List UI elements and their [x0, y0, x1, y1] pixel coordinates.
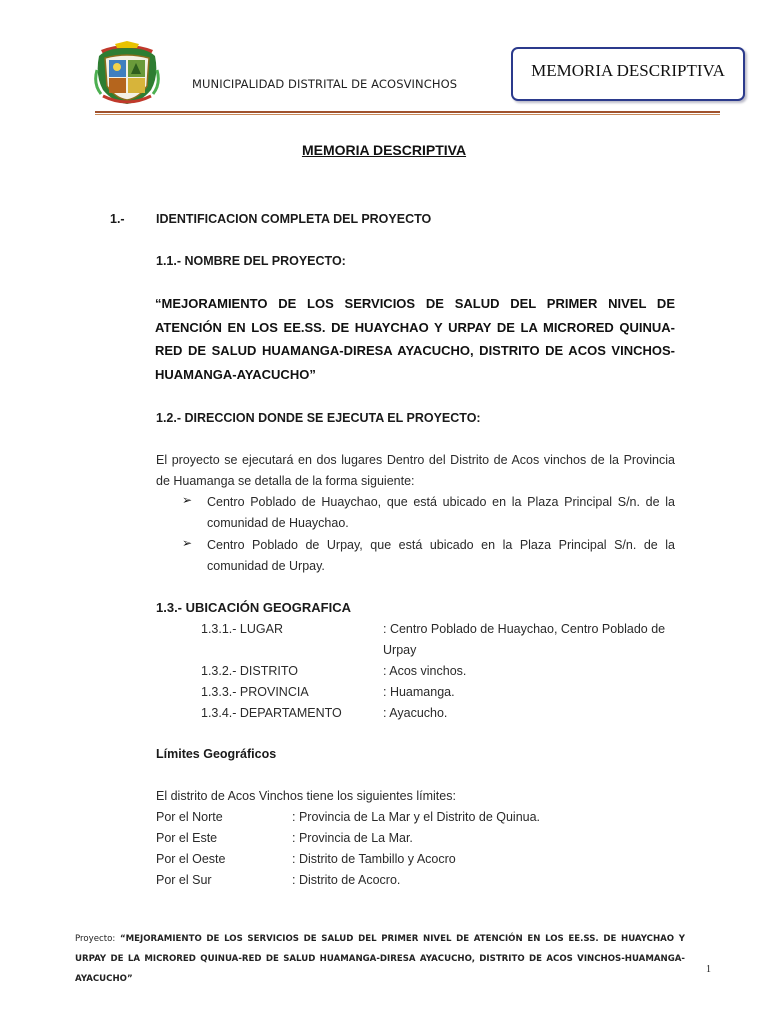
- limits-intro: El distrito de Acos Vinchos tiene los siguientes límites:: [156, 789, 456, 803]
- geo-row-value: : Ayacucho.: [383, 706, 448, 720]
- section-number: 1.-: [110, 212, 125, 226]
- footer-project-text: “MEJORAMIENTO DE LOS SERVICIOS DE SALUD DEL PRIMER NIVEL DE ATENCIÓN EN LOS EE.SS. DE HUAYCHAO Y URPAY DE LA MICRORED QUINUA-RED DE SALUD HUAMANGA-DIRESA AYACUCHO, DISTRITO DE ACOS VINCHOS-HUAMANGA-AYACUCHO”: [75, 934, 685, 984]
- geo-row-value-continued: Urpay: [383, 643, 417, 657]
- limit-row-label: Por el Sur: [156, 873, 212, 887]
- limit-row-label: Por el Norte: [156, 810, 223, 824]
- geo-row-label: 1.3.4.- DEPARTAMENTO: [201, 706, 342, 720]
- geo-row-value: : Centro Poblado de Huaychao, Centro Poblado de: [383, 622, 666, 636]
- subsection-1-1-heading: 1.1.- NOMBRE DEL PROYECTO:: [156, 254, 346, 268]
- list-item: Centro Poblado de Huaychao, que está ubicado en la Plaza Principal S/n. de la comunidad de Huaychao.: [207, 495, 675, 530]
- document-badge: [511, 47, 745, 101]
- header-divider-secondary: [95, 114, 720, 115]
- limit-row-value: : Distrito de Acocro.: [292, 873, 401, 887]
- footer-label: Proyecto:: [75, 934, 116, 944]
- subsection-1-2-heading: 1.2.- DIRECCION DONDE SE EJECUTA EL PROYECTO:: [156, 411, 481, 425]
- limit-row-value: : Distrito de Tambillo y Acocro: [292, 852, 456, 866]
- document-badge-title: MEMORIA DESCRIPTIVA: [531, 61, 725, 80]
- location-intro: El proyecto se ejecutará en dos lugares Dentro del Distrito de Acos vinchos de la Provincia de Huamanga se detalla de la forma siguiente:: [156, 453, 675, 488]
- limit-row-value: : Provincia de La Mar.: [292, 831, 413, 845]
- limit-row-label: Por el Este: [156, 831, 218, 845]
- limits-heading: Límites Geográficos: [156, 747, 277, 761]
- page-number: 1: [706, 964, 711, 975]
- list-item: Centro Poblado de Urpay, que está ubicado en la Plaza Principal S/n. de la comunidad de Urpay.: [207, 538, 675, 573]
- geo-row-label: 1.3.2.- DISTRITO: [201, 664, 299, 678]
- document-title: MEMORIA DESCRIPTIVA: [301, 142, 467, 158]
- header-divider: [95, 111, 720, 113]
- limit-row-value: : Provincia de La Mar y el Distrito de Quinua.: [292, 810, 541, 824]
- geo-row-label: 1.3.1.- LUGAR: [201, 622, 283, 636]
- project-name: “MEJORAMIENTO DE LOS SERVICIOS DE SALUD DEL PRIMER NIVEL DE ATENCIÓN EN LOS EE.SS. DE HUAYCHAO Y URPAY DE LA MICRORED QUINUA-RED DE SALUD HUAMANGA-DIRESA AYACUCHO, DISTRITO DE ACOS VINCHOS-HUAMANGA-AYACUCHO”: [155, 296, 675, 382]
- geo-row-label: 1.3.3.- PROVINCIA: [201, 685, 309, 699]
- arrow-bullet-icon: ➢: [182, 536, 193, 550]
- subsection-1-3-heading: 1.3.- UBICACIÓN GEOGRAFICA: [156, 600, 352, 615]
- arrow-bullet-icon: ➢: [182, 493, 193, 507]
- section-heading: IDENTIFICACION COMPLETA DEL PROYECTO: [156, 212, 432, 226]
- institution-name: MUNICIPALIDAD DISTRITAL DE ACOSVINCHOS: [192, 77, 458, 91]
- municipal-coat-of-arms-icon: [93, 40, 161, 106]
- geo-row-value: : Acos vinchos.: [383, 664, 467, 678]
- page-footer: [75, 929, 685, 989]
- limit-row-label: Por el Oeste: [156, 852, 226, 866]
- geo-row-value: : Huamanga.: [383, 685, 455, 699]
